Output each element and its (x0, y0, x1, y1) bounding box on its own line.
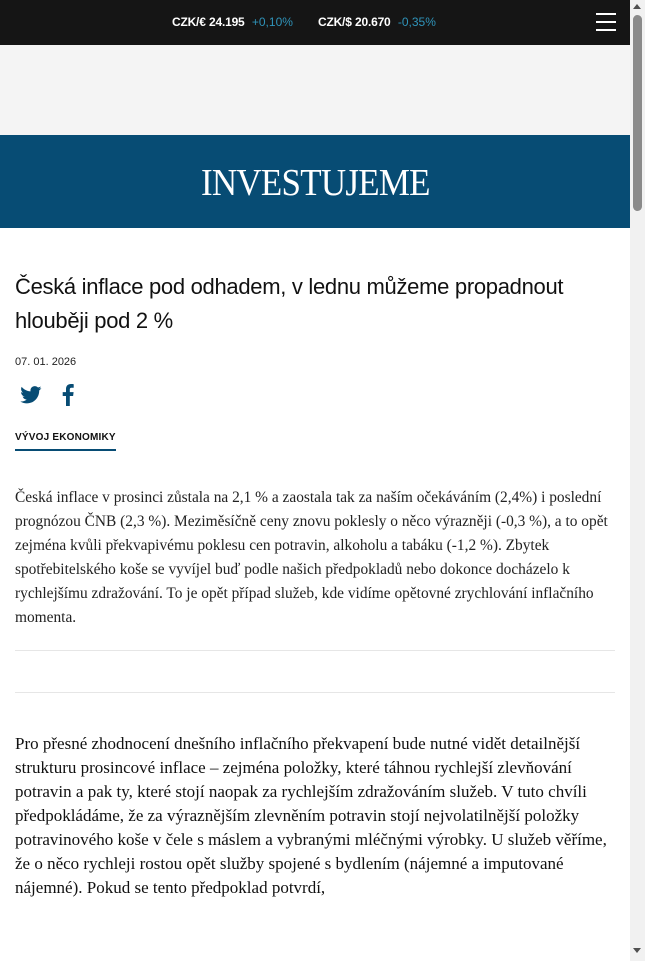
article-paragraph: Pro přesné zhodnocení dnešního inflačního překvapení bude nutné vidět detailnější strukturu prosincové inflace – zejména položky, které táhnou rychlejší zlevňování potravin a pak ty, které stojí naopak za rychlejším zdražováním služeb. V tuto chvíli předpokládáme, že za výraznějším zlevněním potravin stojí nejvolatilnější položky potravinového koše v čele s máslem a vybranými mléčnými výrobky. U služeb věříme, že o něco rychleji rostou opět služby spojené s bydlením (nájemné a imputované nájemné). Pokud se tento předpoklad potvrdí, (15, 734, 607, 897)
facebook-icon[interactable] (62, 384, 74, 411)
ticker-eur-value: 24.195 (209, 15, 245, 29)
article-lead: Česká inflace v prosinci zůstala na 2,1 % a zaostala tak za naším očekáváním (2,4%) i poslední prognózou ČNB (2,3 %). Meziměsíčně ceny znovu poklesly o něco výrazněji (-0,3 %), a to opět zejména kvůli překvapivému poklesu cen potravin, alkoholu a tabáku (-1,2 %). Zbytek spotřebitelského koše se vyvíjel buď podle našich předpokladů nebo dokonce docházelo k rychlejšímu zdražování. To je opět případ služeb, kde vidíme opětovné zrychlování inflačního momenta. (15, 489, 608, 626)
article (15, 228, 615, 900)
scrollbar[interactable] (630, 0, 645, 961)
scrollbar-thumb[interactable] (633, 15, 642, 211)
ticker-eur-change: +0,10% (251, 15, 293, 29)
brand-banner[interactable] (0, 135, 630, 228)
ticker-usd-change: -0,35% (397, 15, 436, 29)
ad-space (0, 45, 630, 135)
ticker-eur-pair: CZK/€ (172, 15, 206, 29)
ticker-usd-value: 20.670 (355, 15, 391, 29)
site-logo[interactable]: INVESTUJEME (200, 161, 430, 204)
twitter-icon[interactable] (20, 386, 42, 409)
divider (15, 650, 615, 651)
divider (15, 692, 615, 693)
currency-ticker-bar (0, 0, 630, 45)
article-category-tag[interactable]: VÝVOJ EKONOMIKY (15, 432, 116, 451)
article-title: Česká inflace pod odhadem, v lednu můžeme propadnout hlouběji pod 2 % (15, 274, 564, 333)
hamburger-menu-icon[interactable] (596, 13, 616, 31)
share-buttons (15, 384, 615, 410)
ticker-usd-pair: CZK/$ (318, 15, 352, 29)
scroll-up-arrow-icon[interactable] (633, 4, 641, 9)
scroll-down-arrow-icon[interactable] (633, 948, 641, 953)
article-date: 07. 01. 2026 (15, 356, 77, 368)
ticker-eur (172, 15, 293, 29)
ticker-usd (318, 15, 436, 29)
